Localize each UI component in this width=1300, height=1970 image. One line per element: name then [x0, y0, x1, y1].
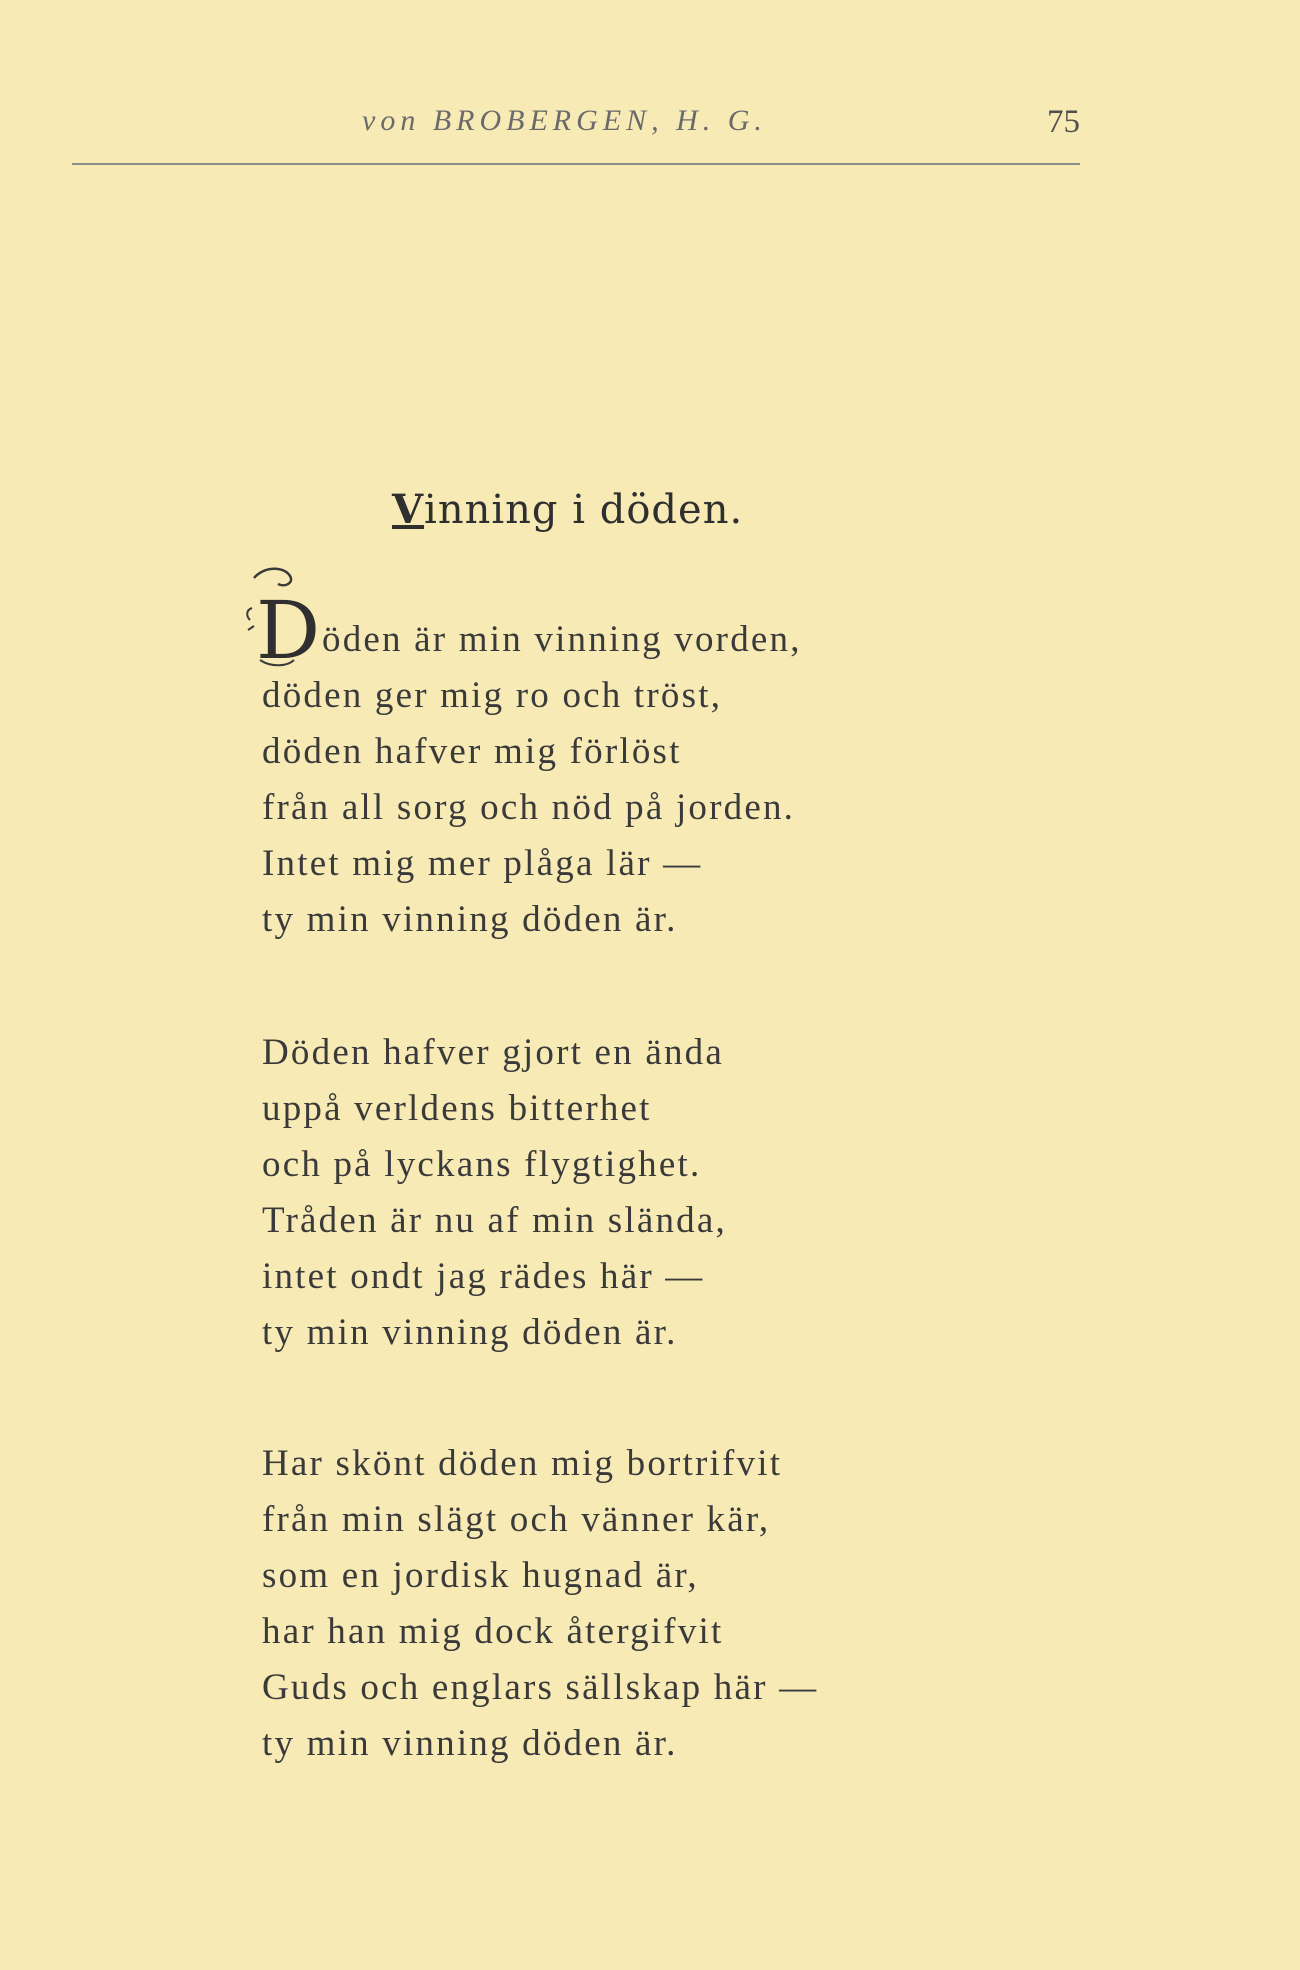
verse-line: döden hafver mig förlöst — [262, 731, 682, 772]
title-text: inning i döden. — [424, 487, 744, 533]
title-initial: V — [392, 486, 425, 533]
verse-line: intet ondt jag rädes här — — [262, 1256, 705, 1297]
verse-line: Döden hafver gjort en ända — [262, 1032, 724, 1073]
verse-line: Tråden är nu af min slända, — [262, 1200, 727, 1241]
verse-line: Guds och englars sällskap här — — [262, 1667, 819, 1708]
stanza-2 — [262, 1025, 727, 1361]
verse-line: Har skönt döden mig bortrifvit — [262, 1443, 783, 1484]
verse-line: som en jordisk hugnad är, — [262, 1555, 699, 1596]
verse-line: uppå verldens bitterhet — [262, 1088, 652, 1129]
page-number: 75 — [1047, 104, 1080, 140]
stanza-3 — [262, 1436, 818, 1772]
verse-line: har han mig dock återgifvit — [262, 1611, 724, 1652]
verse-line: öden är min vinning vorden, — [322, 619, 802, 660]
stanza-1 — [262, 612, 802, 948]
verse-line: Intet mig mer plåga lär — — [262, 843, 703, 884]
verse-line: döden ger mig ro och tröst, — [262, 675, 723, 716]
header-rule — [72, 163, 1080, 165]
drop-initial-letter: D — [256, 584, 321, 677]
verse-line: från all sorg och nöd på jorden. — [262, 787, 796, 828]
running-head: von BROBERGEN, H. G. — [362, 104, 767, 137]
poem-title — [392, 486, 743, 533]
page-header — [72, 104, 1080, 144]
verse-line: och på lyckans flygtighet. — [262, 1144, 702, 1185]
verse-line: ty min vinning döden är. — [262, 899, 678, 940]
verse-line: från min slägt och vänner kär, — [262, 1499, 771, 1540]
verse-line: ty min vinning döden är. — [262, 1723, 678, 1764]
verse-line: ty min vinning döden är. — [262, 1312, 678, 1353]
